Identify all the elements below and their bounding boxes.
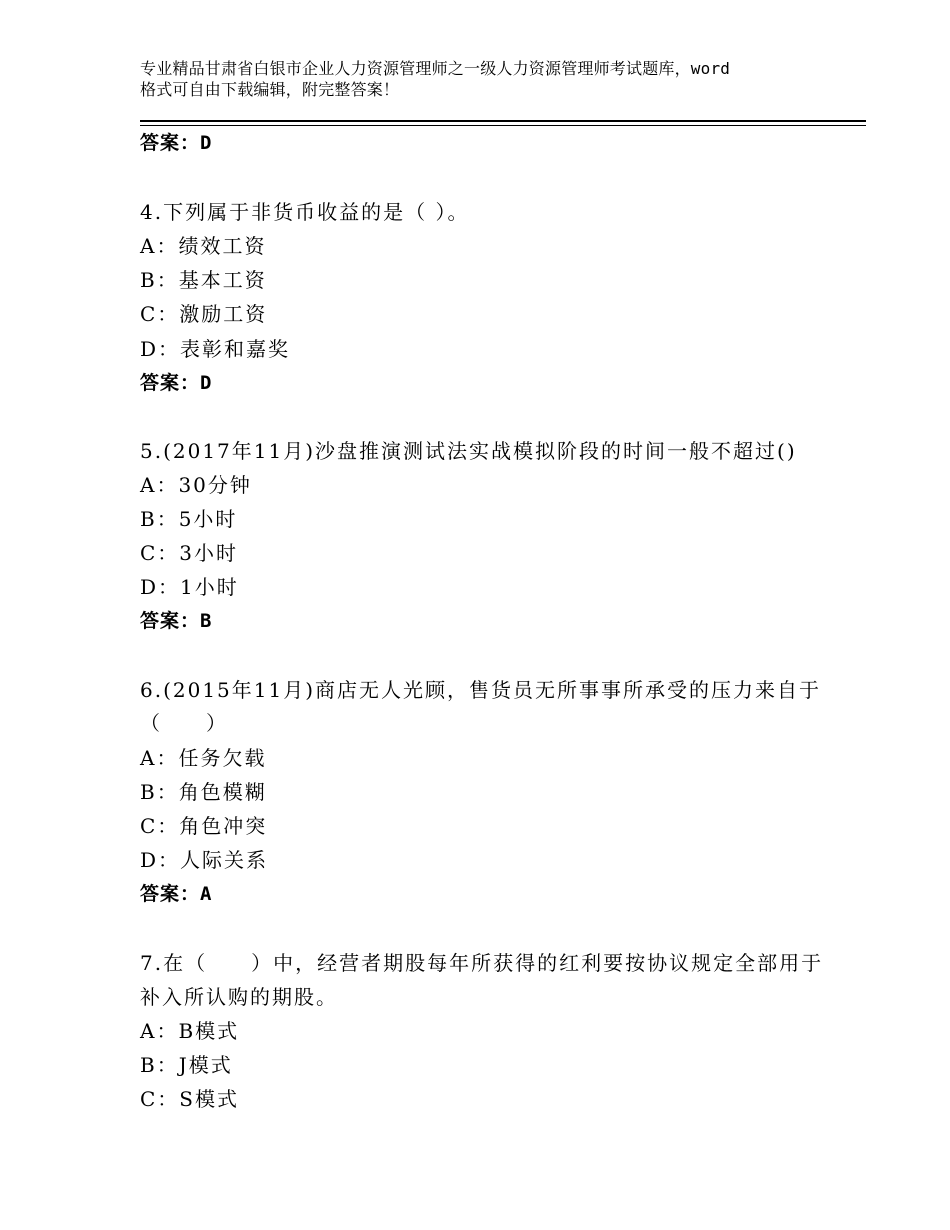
question-6-option-c: C：角色冲突	[140, 814, 268, 838]
question-4-answer: 答案：D	[140, 372, 213, 394]
question-6-option-b: B：角色模糊	[140, 780, 267, 804]
question-6-option-a: A：任务欠载	[140, 746, 267, 770]
question-5-answer: 答案：B	[140, 610, 213, 632]
header-line-2: 格式可自由下载编辑，附完整答案！	[140, 80, 400, 99]
question-5-option-d: D：1小时	[140, 575, 239, 599]
question-5-option-c: C：3小时	[140, 541, 239, 565]
question-4-option-a: A：绩效工资	[140, 234, 267, 258]
header-divider-thin	[140, 125, 866, 126]
question-5-option-b: B：5小时	[140, 507, 238, 531]
question-4-text: 4.下列属于非货币收益的是（ ）。	[140, 200, 470, 224]
question-6-text-line-2: （ ）	[140, 711, 228, 735]
document-header	[140, 58, 830, 100]
answer-line: 答案：D	[140, 132, 213, 154]
question-4-option-d: D：表彰和嘉奖	[140, 337, 291, 361]
header-divider-thick	[140, 120, 866, 122]
question-7-option-c: C：S模式	[140, 1087, 240, 1111]
question-6-text-line-1: 6.(2015年11月)商店无人光顾，售货员无所事事所承受的压力来自于	[140, 678, 822, 702]
question-4-option-c: C：激励工资	[140, 302, 268, 326]
question-7-option-a: A：B模式	[140, 1019, 240, 1043]
question-5-option-a: A：30分钟	[140, 473, 252, 497]
question-7-option-b: B：J模式	[140, 1053, 233, 1077]
header-line-1: 专业精品甘肃省白银市企业人力资源管理师之一级人力资源管理师考试题库，word	[140, 59, 731, 78]
question-6-option-d: D：人际关系	[140, 848, 269, 872]
question-7-text-line-2: 补入所认购的期股。	[140, 985, 338, 1009]
question-6-answer: 答案：A	[140, 883, 213, 905]
question-4-option-b: B：基本工资	[140, 268, 267, 292]
question-5-text: 5.(2017年11月)沙盘推演测试法实战模拟阶段的时间一般不超过()	[140, 439, 797, 463]
question-7-text-line-1: 7.在（ ）中，经营者期股每年所获得的红利要按协议规定全部用于	[140, 951, 824, 975]
